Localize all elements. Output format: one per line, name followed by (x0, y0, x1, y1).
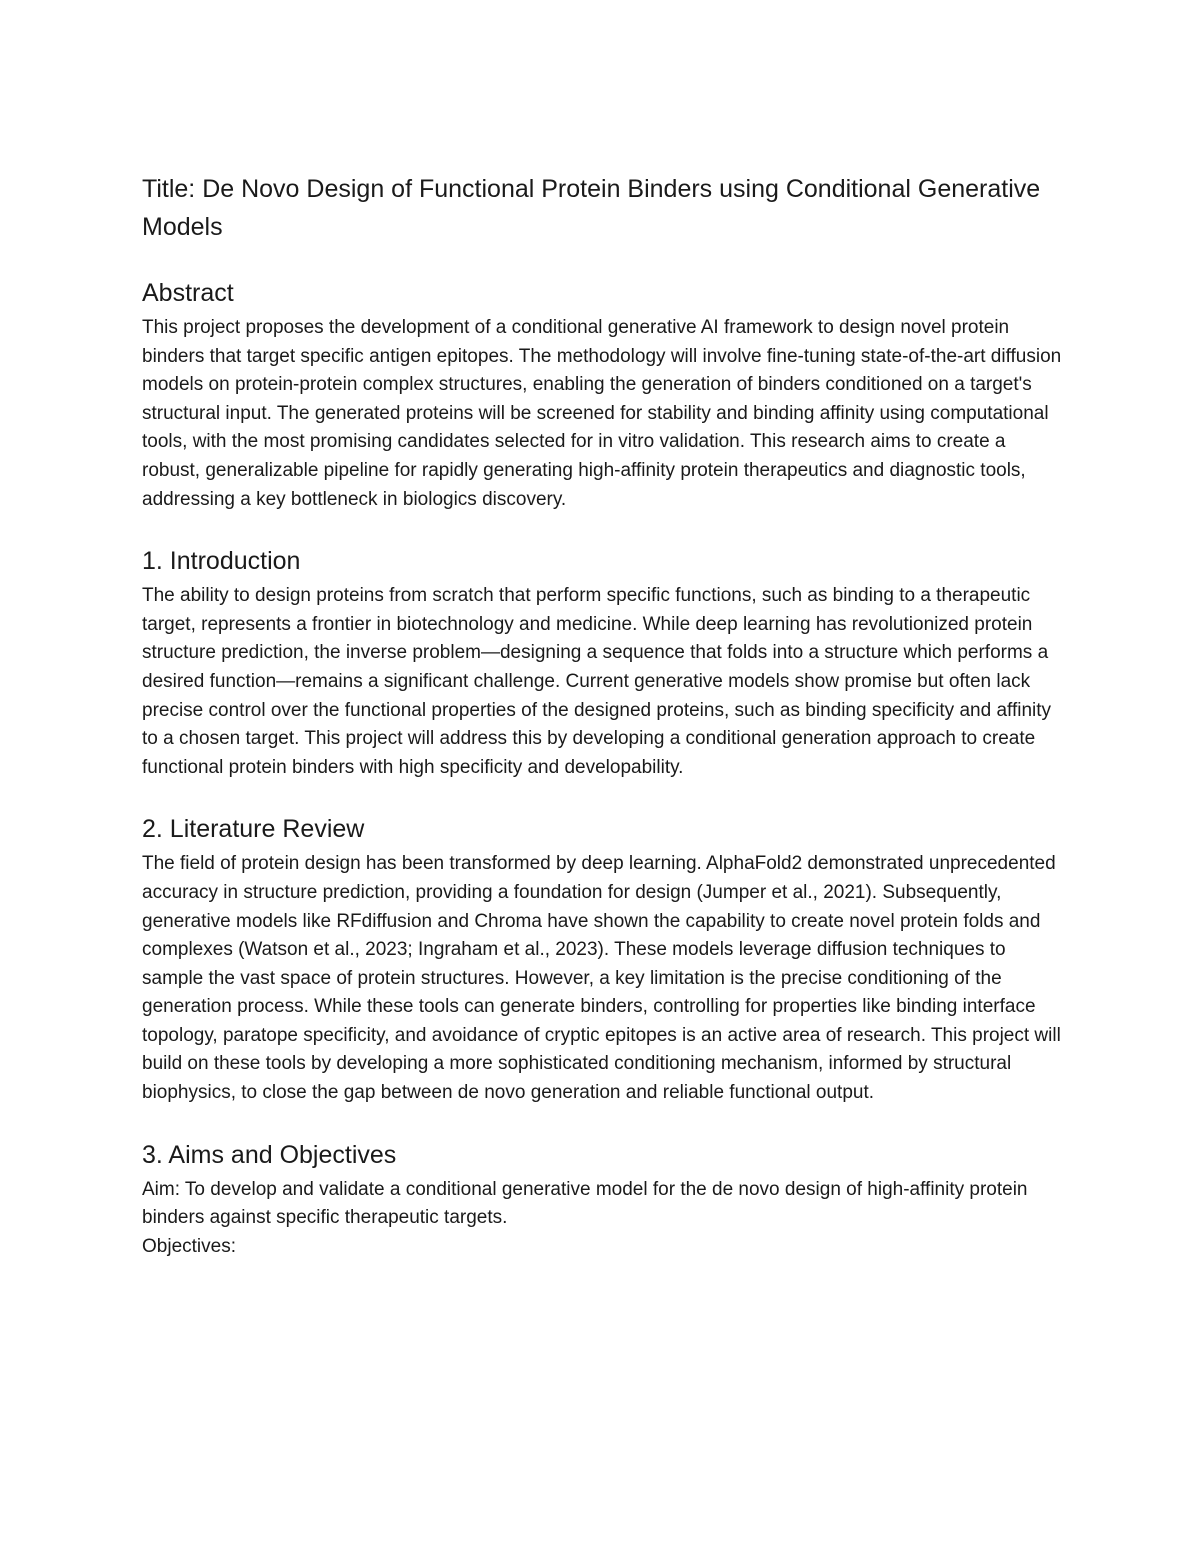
document-content (142, 170, 1062, 1261)
section-body: This project proposes the development of a conditional generative AI framework to design novel protein binders that target specific antigen epitopes. The methodology will involve fine-tuning state-of-the-art diffusion models on protein-protein complex structures, enabling the generation of binders conditioned on a target's structural input. The generated proteins will be screened for stability and binding affinity using computational tools, with the most promising candidates selected for in vitro validation. This research aims to create a robust, generalizable pipeline for rapidly generating high-affinity protein therapeutics and diagnostic tools, addressing a key bottleneck in biologics discovery. (142, 317, 1062, 510)
objectives-label: Objectives: (142, 1235, 236, 1257)
section-heading: 2. Literature Review (142, 815, 365, 844)
aim-statement: Aim: To develop and validate a conditional generative model for the de novo design of high-affinity protein binders against specific therapeutic targets. (142, 1178, 1028, 1229)
section-heading: 3. Aims and Objectives (142, 1140, 397, 1169)
section-heading: 1. Introduction (142, 547, 301, 576)
section-literature-review (142, 812, 1062, 1107)
section-body: The ability to design proteins from scratch that perform specific functions, such as binding to a therapeutic target, represents a frontier in biotechnology and medicine. While deep learning has revolutionized protein structure prediction, the inverse problem—designing a sequence that folds into a structure which performs a desired function—remains a significant challenge. Current generative models show promise but often lack precise control over the functional properties of the designed proteins, such as binding specificity and affinity to a chosen target. This project will address this by developing a conditional generation approach to create functional protein binders with high specificity and developability. (142, 585, 1052, 778)
section-abstract (142, 276, 1062, 514)
section-heading: Abstract (142, 279, 234, 307)
section-introduction (142, 544, 1062, 782)
document-title: Title: De Novo Design of Functional Protein Binders using Conditional Generative Models (142, 175, 1041, 241)
section-body: The field of protein design has been transformed by deep learning. AlphaFold2 demonstrated unprecedented accuracy in structure prediction, providing a foundation for design (Jumper et al., 2021). Subsequently, generative models like RFdiffusion and Chroma have shown the capability to create novel protein folds and complexes (Watson et al., 2023; Ingraham et al., 2023). These models leverage diffusion techniques to sample the vast space of protein structures. However, a key limitation is the precise conditioning of the generation process. While these tools can generate binders, controlling for properties like binding interface topology, paratope specificity, and avoidance of cryptic epitopes is an active area of research. This project will build on these tools by developing a more sophisticated conditioning mechanism, informed by structural biophysics, to close the gap between de novo generation and reliable functional output. (142, 853, 1061, 1104)
section-aims-objectives (142, 1138, 1062, 1262)
